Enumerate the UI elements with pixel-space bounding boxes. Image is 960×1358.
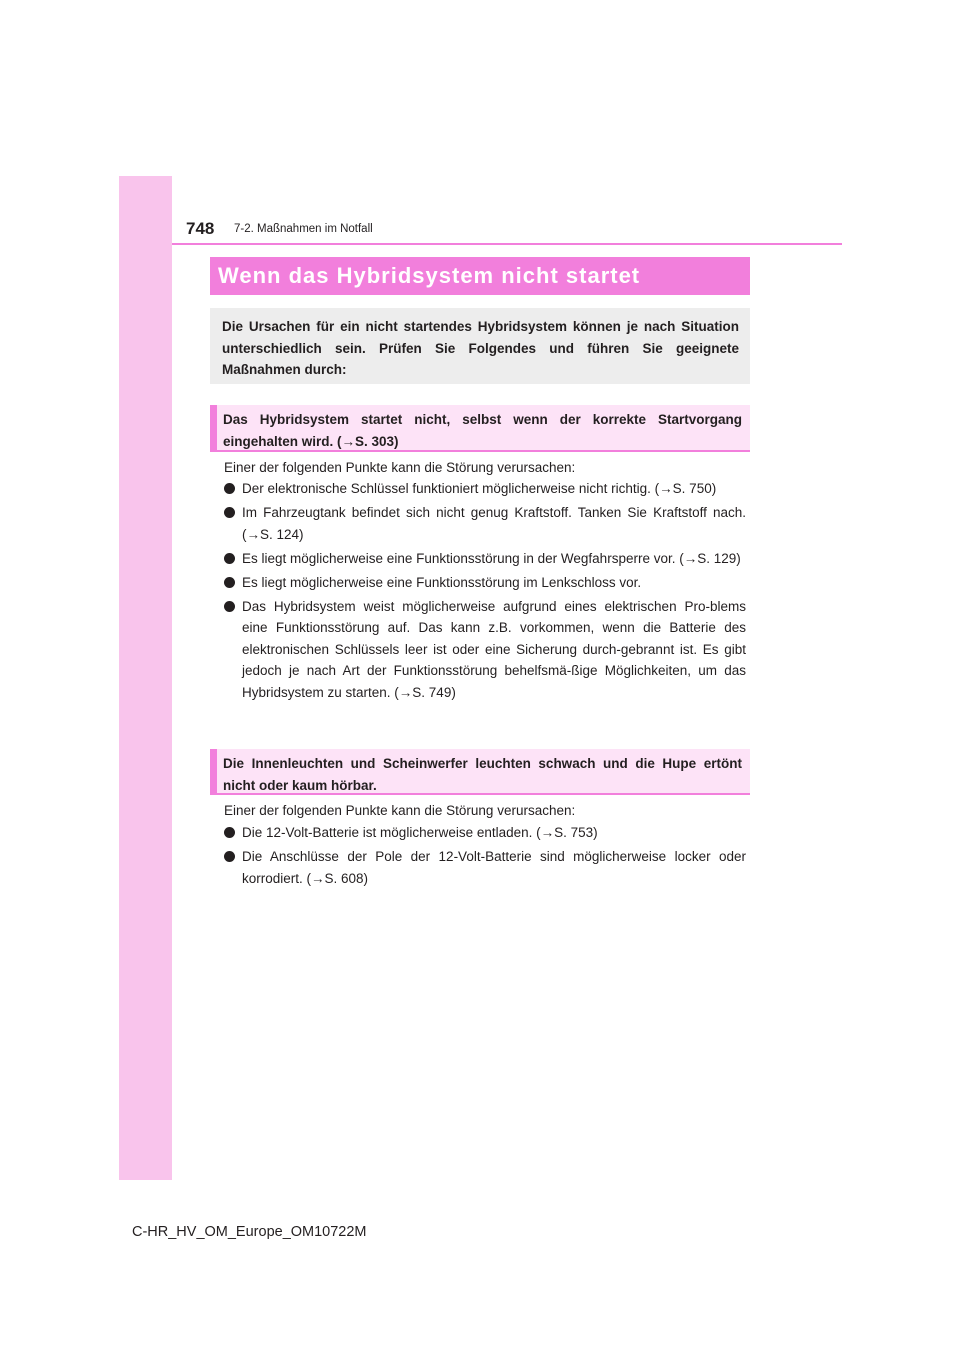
list-item-text: Die Anschlüsse der Pole der 12-Volt-Batterie sind möglicherweise locker oder korrodiert. (→S. 608) — [242, 849, 746, 886]
cause-list — [224, 822, 746, 889]
list-item — [224, 478, 746, 500]
header-rule — [172, 243, 842, 245]
section-title: 7-2. Maßnahmen im Notfall — [234, 223, 373, 235]
lead-text: Einer der folgenden Punkte kann die Störung verursachen: — [224, 803, 576, 818]
footer-document-code: C-HR_HV_OM_Europe_OM10722M — [132, 1224, 367, 1240]
lead-text: Einer der folgenden Punkte kann die Störung verursachen: — [224, 460, 576, 475]
page-number: 748 — [186, 219, 215, 238]
bullet-dot-icon — [224, 827, 235, 838]
bullet-dot-icon — [224, 577, 235, 588]
list-item-text: Es liegt möglicherweise eine Funktionsstörung im Lenkschloss vor. — [242, 574, 642, 590]
list-item — [224, 596, 746, 704]
list-item-text: Das Hybridsystem weist möglicherweise aufgrund eines elektrischen Pro-blems eine Funktionsstörung auf. Das kann z.B. vorkommen, wenn die Batterie des elektronischen Schlüssels leer ist oder eine Sicherung durch-gebrannt ist. Es gibt jedoch je nach Art der Funktionsstörung behelfsmä-ßige Möglichkeiten, um das Hybridsystem zu starten. (→S. 749) — [242, 598, 746, 700]
list-item — [224, 572, 746, 594]
bullet-dot-icon — [224, 851, 235, 862]
side-tab-strip — [119, 176, 172, 1180]
bullet-dot-icon — [224, 601, 235, 612]
sub-heading-lights-horn: Die Innenleuchten und Scheinwerfer leuchten schwach und die Hupe ertönt nicht oder kaum hörbar. — [210, 749, 750, 795]
cause-list — [224, 478, 746, 703]
bullet-dot-icon — [224, 553, 235, 564]
list-item — [224, 846, 746, 889]
list-item-text: Es liegt möglicherweise eine Funktionsstörung in der Wegfahrsperre vor. (→S. 129) — [242, 550, 741, 566]
bullet-dot-icon — [224, 507, 235, 518]
list-item — [224, 502, 746, 545]
main-heading: Wenn das Hybridsystem nicht startet — [210, 257, 750, 295]
list-item — [224, 822, 746, 844]
list-item-text: Im Fahrzeugtank befindet sich nicht genug Kraftstoff. Tanken Sie Kraftstoff nach. (→S. 124) — [242, 505, 746, 542]
list-item-text: Die 12-Volt-Batterie ist möglicherweise entladen. (→S. 753) — [242, 825, 598, 840]
list-item — [224, 548, 746, 570]
intro-box: Die Ursachen für ein nicht startendes Hybridsystem können je nach Situation unterschiedlich sein. Prüfen Sie Folgendes und führen Sie geeignete Maßnahmen durch: — [210, 308, 750, 384]
bullet-dot-icon — [224, 483, 235, 494]
list-item-text: Der elektronische Schlüssel funktioniert möglicherweise nicht richtig. (→S. 750) — [242, 481, 717, 496]
sub-heading-start-procedure: Das Hybridsystem startet nicht, selbst wenn der korrekte Startvorgang eingehalten wird. (→S. 303) — [210, 405, 750, 452]
